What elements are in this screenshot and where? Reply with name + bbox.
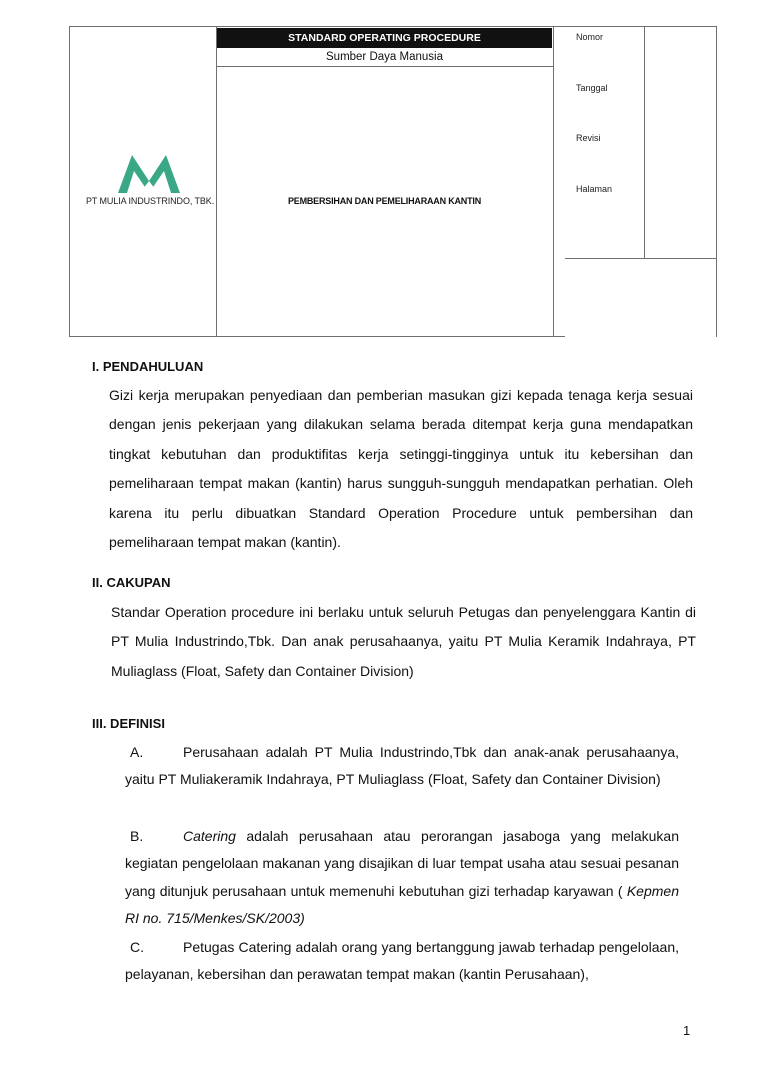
definition-item — [125, 739, 679, 794]
meta-nomor: Nomor — [576, 32, 604, 42]
section-heading-pendahuluan: I. PENDAHULUAN — [92, 359, 204, 374]
department: Sumber Daya Manusia — [326, 51, 443, 63]
meta-bottom-line — [565, 258, 717, 259]
cakupan-paragraph: Standar Operation procedure ini berlaku untuk seluruh Petugas dan penyelenggara Kantin di PT Mulia Industrindo,Tbk. Dan anak perusahaanya, yaitu PT Mulia Keramik Indahraya, PT Muliaglass (Float, Safety dan Container Division) — [111, 604, 696, 679]
company-name: PT MULIA INDUSTRINDO, TBK. — [86, 196, 215, 206]
definition-text: adalah perusahaan atau perorangan jasaboga yang melakukan kegiatan pengelolaan makanan yang disajikan di luar tempat usaha atau sesuai pesanan yang ditunjuk perusahaan untuk memenuhi kebutuhan gizi terhadap karyawan ( — [125, 828, 679, 899]
definition-item — [125, 823, 679, 932]
header-bottom-border — [69, 336, 565, 337]
definition-reference: Kepmen RI no. 715/Menkes/SK/2003) — [125, 882, 679, 926]
company-logo-icon — [118, 155, 180, 193]
definition-item — [125, 934, 679, 989]
header-divider-3 — [644, 27, 645, 258]
department-underline — [217, 66, 553, 67]
header-divider-1 — [216, 27, 217, 337]
meta-revisi: Revisi — [576, 133, 601, 143]
definition-letter: C. — [130, 939, 144, 955]
document-title: PEMBERSIHAN DAN PEMELIHARAAN KANTIN — [287, 196, 481, 206]
definition-text: Petugas Catering adalah orang yang bertanggung jawab terhadap pengelolaan, pelayanan, kebersihan dan perawatan tempat makan (kantin Perusahaan), — [125, 939, 679, 983]
definition-letter: B. — [130, 828, 144, 844]
sop-label: STANDARD OPERATING PROCEDURE — [217, 28, 552, 48]
meta-tanggal: Tanggal — [576, 83, 608, 93]
section-heading-definisi: III. DEFINISI — [92, 716, 165, 731]
section-heading-cakupan: II. CAKUPAN — [92, 575, 171, 590]
definition-letter: A. — [130, 744, 144, 760]
definition-term: Catering — [183, 828, 236, 844]
meta-halaman: Halaman — [576, 184, 613, 194]
page-number: 1 — [683, 1023, 691, 1038]
header-divider-2 — [553, 27, 554, 337]
pendahuluan-paragraph: Gizi kerja merupakan penyediaan dan pemberian masukan gizi kepada tenaga kerja sesuai dengan jenis pekerjaan yang dilakukan selama berada ditempat kerja guna mendapatkan tingkat kebutuhan dan produktifitas kerja setinggi-tingginya untuk itu kebersihan dan pemeliharaan tempat makan (kantin) harus sungguh-sungguh mendapatkan perhatian. Oleh karena itu perlu dibuatkan Standard Operation Procedure untuk pembersihan dan pemeliharaan tempat makan (kantin). — [109, 387, 693, 551]
definition-text: Perusahaan adalah PT Mulia Industrindo,Tbk dan anak-anak perusahaanya, yaitu PT Muliakeramik Indahraya, PT Muliaglass (Float, Safety dan Container Division) — [125, 744, 679, 788]
